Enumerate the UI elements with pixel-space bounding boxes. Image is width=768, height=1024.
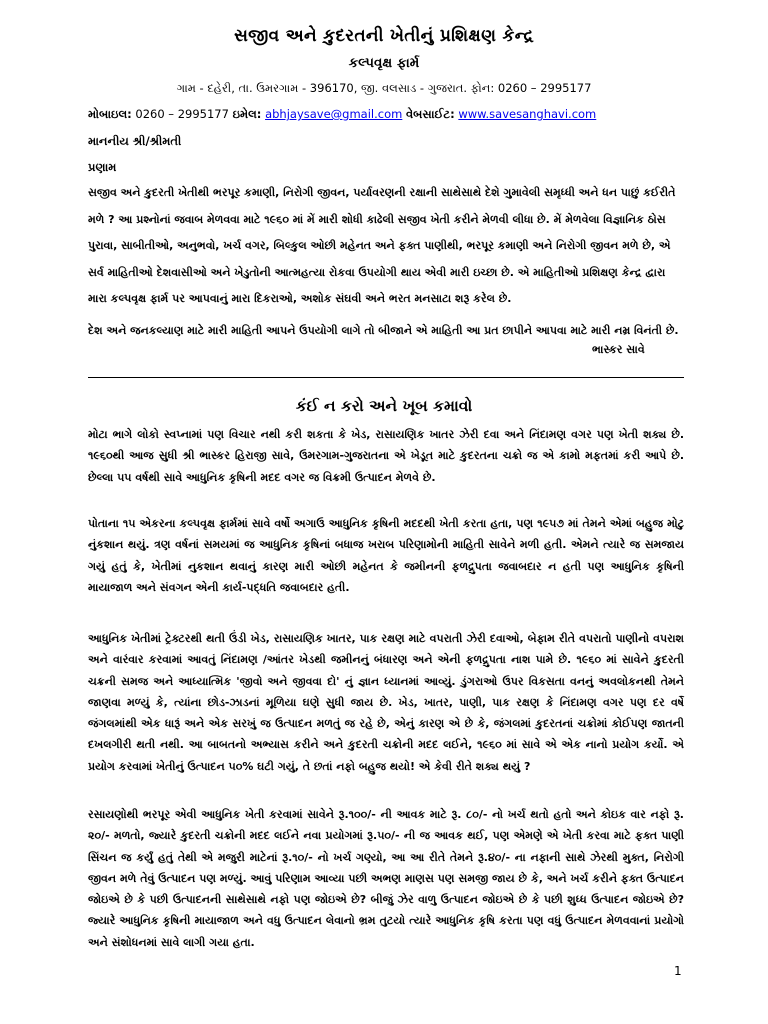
body-paragraph: મોટા ભાગે લોકો સ્વપ્નામાં પણ વિચાર નથી કરી શકતા કે ખેડ, રાસાયણિક ખાતર ઝેરી દવા અને નિંદામણ વગર પણ ખેતી શક્ય છે. ૧૯૬૦થી આજ સુધી શ્રી ભાસ્કર હિરાજી સાવે, ઉમરગામ-ગુજરાતના એ ખેડૂત માટે કુદરતના ચક્રો જ એ કામો મફતમાં કરી આપે છે. છેલ્લા ૫૫ વર્ષથી સાવે આધુનિક કૃષિની મદદ વગર જ વિક્રમી ઉત્પાદન મેળવે છે.	[88, 428, 684, 484]
greeting: પ્રણામ	[88, 160, 117, 174]
email-label: ઇમેલ:	[232, 107, 262, 121]
mobile-label: મોબાઇલ:	[88, 107, 132, 121]
mobile-number: 0260 – 2995177	[131, 107, 233, 121]
page-number: 1	[674, 964, 682, 978]
contact-line	[88, 107, 596, 122]
divider-line	[88, 377, 684, 378]
body-paragraph: રસાયણોથી ભરપૂર એવી આધુનિક ખેતી કરવામાં સાવેને રૂ.૧૦૦/- ની આવક માટે રૂ. ૮૦/- નો ખર્ચ થતો હતો અને કોઇક વાર નફો રૂ. ૨૦/- મળતો, જ્યારે કુદરતી ચક્રોની મદદ લઈને નવા પ્રયોગમાં રૂ.૫૦/- ની જ આવક થઈ, પણ એમણે એ ખેતી કરવા માટે ફક્ત પાણી સિંચન જ કર્યું હતું તેથી એ મજુરી માટેનાં રૂ.૧૦/- નો ખર્ચ ગણ્યો, આ આ રીતે તેમને રૂ.૪૦/- ના નફાની સાથે ઝેરથી મુક્ત, નિરોગી જીવન મળે તેવું ઉત્પાદન પણ મળ્યું. આવું પરિણામ આવ્યા પછી અભણ માણસ પણ સમજી જાય છે કે, અને ખર્ચ કરીને ફક્ત ઉત્પાદન જોઇએ છે કે પછી ઉત્પાદનની સાથેસાથે નફો પણ જોઇએ છે? બીજું ઝેર વાળુ ઉત્પાદન જોઇએ છે કે પછી શુધ્ધ ઉત્પાદન જોઇએ છે? જ્યારે આધુનિક કૃષિની માયાજાળ અને વધુ ઉત્પાદન લેવાનો ભ્રમ તુટયો ત્યારે આધુનિક કૃષિ કરતા પણ વધું ઉત્પાદન મેળવવાનાં પ્રયોગો અને સંશોધનમાં સાવે લાગી ગયા હતા.	[88, 808, 684, 949]
signature: ભાસ્કર સાવે	[592, 343, 645, 356]
address-line: ગામ - દહેરી, તા. ઉમરગામ - 396170, જી. વલસાડ - ગુજરાત. ફોન: 0260 – 2995177	[176, 81, 592, 95]
section-heading: કંઈ ન કરો અને ખૂબ કમાવો	[295, 397, 473, 415]
body-paragraph: પોતાના ૧૫ એકરના કલ્પવૃક્ષ ફાર્મમાં સાવે વર્ષો અગાઉ આધુનિક કૃષિની મદદથી ખેતી કરતા હતા, પણ ૧૯૫૭ માં તેમને એમાં બહુજ મોટુ નુંકશાન થયું. ત્રણ વર્ષનાં સમયમાં જ આધુનિક કૃષિનાં બધાજ ખરાબ પરિણામોની માહિતી સાવેને મળી હતી. એમને ત્યારે જ સમજાય ગયું હતું કે, ખેતીમાં નુકશાન થવાનું કારણ મારી ઓછી મહેનત કે જમીનની ફળદ્રુપતા જવાબદાર ન હતી પણ આધુનિક કૃષિની માયાજાળ અને સંવગન એની કાર્ય-પદ્ધતિ જવાબદાર હતી.	[88, 517, 684, 594]
farm-name: કલ્પવૃક્ષ ફાર્મ	[348, 55, 420, 71]
request-paragraph: દેશ અને જનકલ્યાણ માટે મારી માહિતી આપને ઉપયોગી લાગે તો બીજાને એ માહિતી આ પ્રત છાપીને આપવા માટે મારી નમ્ર વિનંતી છે.	[88, 324, 679, 337]
intro-paragraph: સજીવ અને કુદરતી ખેતીથી ભરપૂર કમાણી, નિરોગી જીવન, પર્યાવરણની રક્ષાની સાથેસાથે દેશે ગુમાવેલી સમૃધ્ધી અને ધન પાછું કઈરીતે મળે ? આ પ્રશ્નોનાં જવાબ મેળવવા માટે ૧૯૬૦ માં મેં મારી શોધી કાઢેલી સજીવ ખેતી કરીને મેળવી લીધા છે. મેં મેળવેલા વિજ્ઞાનિક ઠોસ પુરાવા, સાબીતીઓ, અનુભવો, ખર્ચ વગર, બિલ્કુલ ઓછી મહેનત અને ફક્ત પાણીથી, ભરપૂર કમાણી અને નિરોગી જીવન મળે છે, એ સર્વ માહિતીઓ દેશવાસીઓ અને ખેડુતોની આત્મહત્યા રોકવા ઉપયોગી થાય એવી મારી ઇચ્છા છે. એ માહિતીઓ પ્રશિક્ષણ કેન્દ્ર દ્વારા મારા કલ્પવૃક્ષ ફાર્મ પર આપવાનું મારા દિકરાઓ, અશોક સંઘવી અને ભરત મનસાટા શરૂ કરેલ છે.	[88, 186, 676, 305]
body-paragraph: આધુનિક ખેતીમાં ટ્રેક્ટરથી થતી ઉંડી ખેડ, રાસાયણિક ખાતર, પાક રક્ષણ માટે વપરાતી ઝેરી દવાઓ, બેફામ રીતે વપરાતો પાણીનો વપરાશ અને વારંવાર કરવામાં આવતું નિંદામણ /આંતર ખેડથી જમીનનું બંધારણ અને એની ફળદ્રુપતા નાશ પામે છે. ૧૯૬૦ માં સાવેને કુદરતી ચક્રની સમજ અને આધ્યાત્મિક 'જીવો અને જીવવા દો' નું જ્ઞાન ધ્યાનમાં આવ્યું. ડુંગરાઓ ઉપર વિકસતા વનનું અવલોકનથી તેમને જાણવા મળ્યું કે, ત્યાંના છોડ-ઝાડનાં મૂળિયા ઘણે સુધી જાય છે. ખેડ, ખાતર, પાણી, પાક રક્ષણ કે નિંદામણ વગર પણ દર વર્ષે જંગલમાંથી એક ધારૂં અને એક સરખું જ ઉત્પાદન મળતું જ રહે છે, એનું કારણ એ છે કે, જંગલમાં કુદરતનાં ચક્રોમાં કોઈપણ જાતની દખલગીરી થતી નથી. આ બાબતનો અભ્યાસ કરીને અને કુદરતી ચક્રોની મદદ લઈને, ૧૯૬૦ માં સાવે એ એક નાનો પ્રયોગ કર્યો. એ પ્રયોગ કરવામાં ખેતીનું ઉત્પાદન ૫૦% ઘટી ગયું, તે છતાં નફો બહુજ થયો! એ કેવી રીતે શક્ય થયું ?	[88, 632, 684, 773]
salutation: માનનીય શ્રી/શ્રીમતી	[88, 134, 182, 148]
website-label: વેબસાઈટ:	[405, 107, 455, 121]
email-link[interactable]: abhjaysave@gmail.com	[265, 107, 403, 121]
document-title: સજીવ અને કુદરતની ખેતીનું પ્રશિક્ષણ કેન્દ્ર	[234, 26, 534, 46]
website-link[interactable]: www.savesanghavi.com	[458, 107, 597, 121]
